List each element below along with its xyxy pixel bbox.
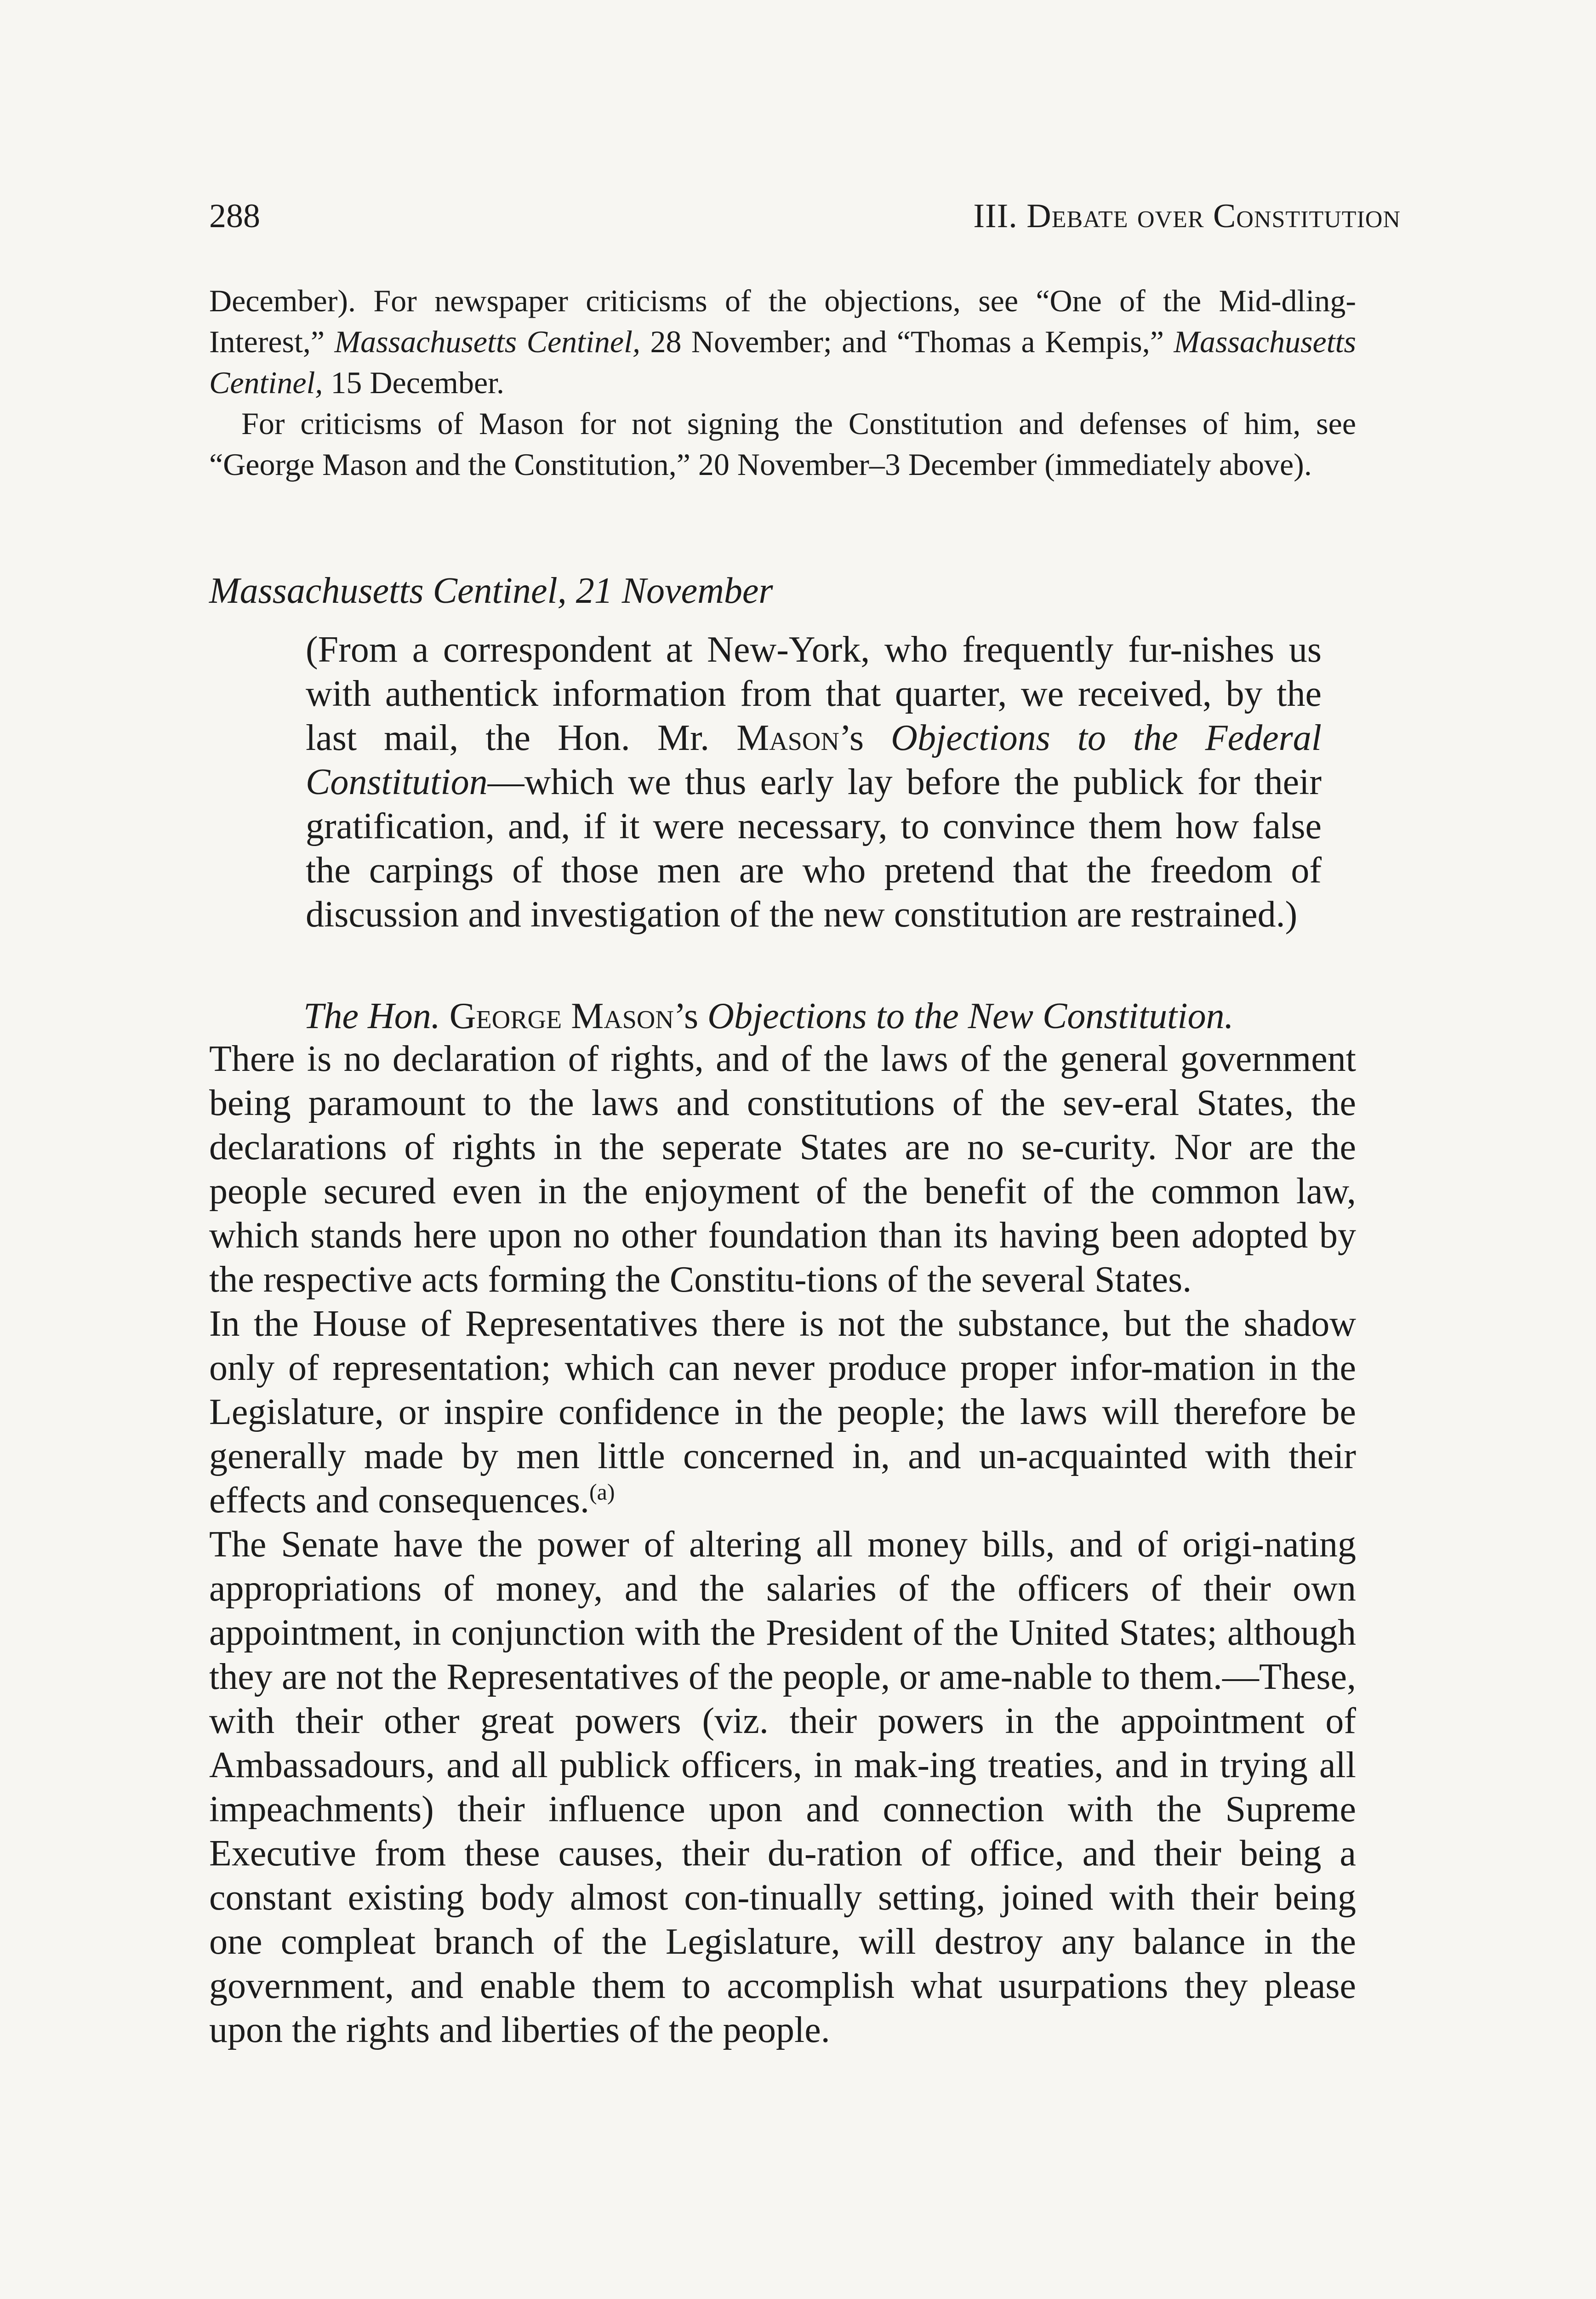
document-title xyxy=(303,993,1234,1039)
body-paragraph-text: In the House of Representatives there is not the substance, but the shadow only of representation; which can never produce proper infor-mation in the Legislature, or inspire confidence in the people; the laws will therefore be generally made by men little concerned in, and un-acquainted with their effects and consequences. xyxy=(209,1304,1356,1521)
body-text xyxy=(209,1037,1356,2052)
preface-text: (From a correspondent at New-York, who frequently fur-nishes us with authentick information from that quarter, we received, by the last mail, the Hon. Mr. xyxy=(306,629,1322,758)
body-paragraph: There is no declaration of rights, and of the laws of the general government being paramount to the laws and constitutions of the sev-eral States, the declarations of rights in the seperate States are no se-curity. Nor are the people secured even in the enjoyment of the benefit of the common law, which stands here upon no other foundation than its having been adopted by the respective acts forming the Constitu-tions of the several States. xyxy=(209,1039,1356,1300)
running-head: III. Debate over Constitution xyxy=(973,197,1401,235)
body-paragraph xyxy=(209,1302,1356,1522)
document-source-heading: Massachusetts Centinel, 21 November xyxy=(209,571,773,611)
preface-text: —which we thus early lay before the publick for their gratification, and, if it were necessary, to convince them how false the carpings of those men are who pretend that the freedom of discussion and investigation of the new constitution are restrained.) xyxy=(306,762,1322,935)
printer-preface xyxy=(306,628,1322,937)
newspaper-title: Massachusetts Centinel, xyxy=(209,324,1356,400)
title-name: George Mason xyxy=(449,996,674,1036)
body-paragraph: The Senate have the power of altering all money bills, and of origi-nating appropriations of money, and the salaries of the officers of their own appointment, in conjunction with the President of the United States; although they are not the Representatives of the people, or ame-nable to them.—These, with their other great powers (viz. their powers in the appointment of Ambassadours, and all publick officers, in mak-ing treaties, and in trying all impeachments) their influence upon and connection with the Supreme Executive from these causes, their du-ration of office, and their being a constant existing body almost con-tinually setting, joined with their being one compleat branch of the Legislature, will destroy any balance in the government, and enable them to accomplish what usurpations they please upon the rights and liberties of the people. xyxy=(209,1524,1356,2050)
note-text: 15 December. xyxy=(323,365,505,400)
title-objections: Objections to the New Constitution. xyxy=(707,996,1234,1036)
title-honorific: The Hon. xyxy=(303,996,440,1036)
editorial-notes xyxy=(209,280,1356,485)
objections-title: Objections to the Federal Constitution xyxy=(306,718,1322,802)
possessive: ’s xyxy=(673,996,708,1036)
editorial-note-paragraph: For criticisms of Mason for not signing the Constitution and defenses of him, see “George Mason and the Constitution,” 20 November–3 December (immediately above). xyxy=(209,406,1356,482)
preface-paragraph xyxy=(306,628,1322,937)
note-reference: (a) xyxy=(589,1479,615,1505)
newspaper-title: Massachusetts Centinel, xyxy=(334,324,641,359)
note-text: December). For newspaper criticisms of the objections, see “One of the Mid-dling-Interest,” xyxy=(209,283,1356,359)
note-text: 28 November; and “Thomas a Kempis,” xyxy=(640,324,1174,359)
possessive: ’s xyxy=(839,718,891,758)
page-number: 288 xyxy=(209,197,260,235)
mason-name: Mason xyxy=(736,718,839,758)
editorial-note-paragraph xyxy=(209,280,1356,403)
